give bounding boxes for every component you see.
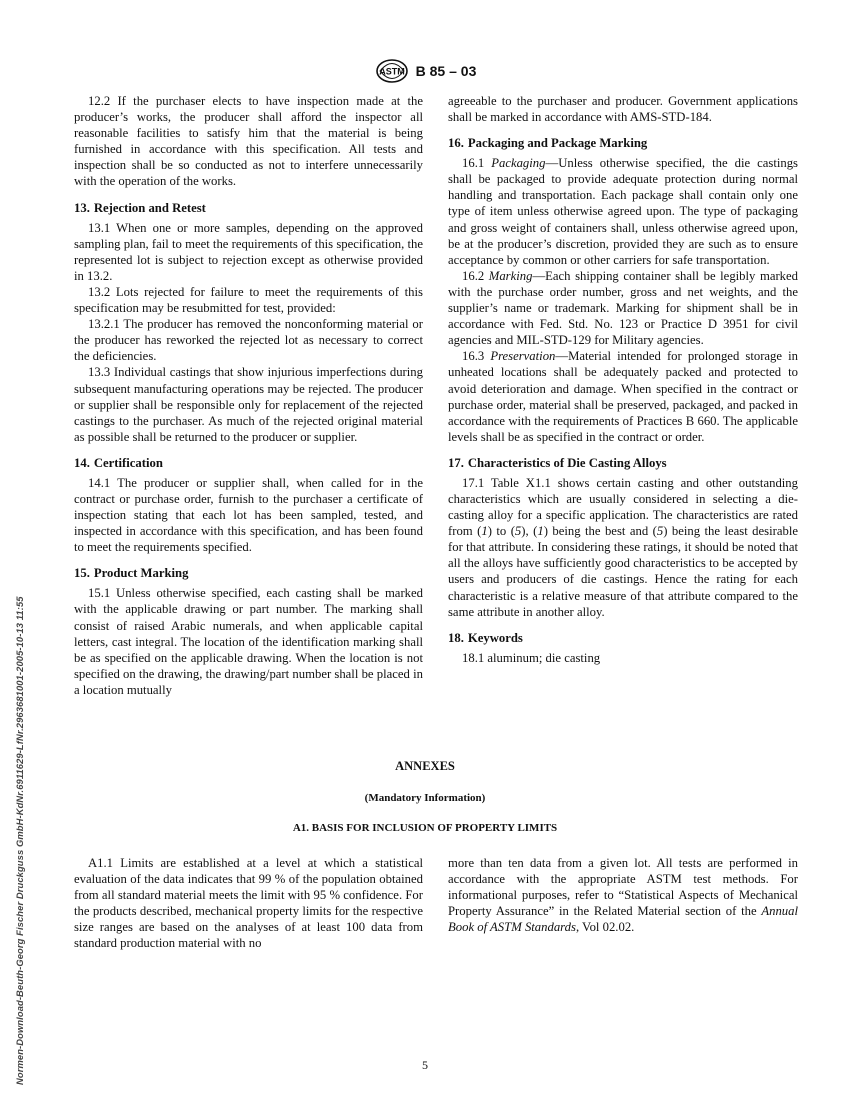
annex-left-column [74, 855, 423, 952]
section-16-heading [448, 135, 798, 151]
section-15-title: Product Marking [93, 566, 189, 581]
section-15-heading [74, 565, 423, 581]
section-16-title: Packaging and Package Marking [467, 136, 648, 151]
paragraph-18-1: 18.1 aluminum; die casting [462, 650, 601, 665]
annual-book-title: Annual Book of ASTM Standards [448, 904, 798, 935]
paragraph-a1-1-part-a: more than ten data from a given lot. All tests are performed in accordance with the appropriate ASTM test methods. For informational purposes, refer to “Statistical Aspects of Mechanical Property Assurance” in the Related Material section of the [448, 856, 798, 919]
paragraph-12-2: 12.2 If the purchaser elects to have inspection made at the producer’s works, the producer shall afford the inspector all reasonable facilities to satisfy him that the material is being furnished in accordance with this specification. All tests and inspection shall be so conducted as not to interfere unnecessarily with the operation of the works. [74, 94, 423, 189]
paragraph-16-3-number: 16.3 [462, 349, 485, 364]
left-column [74, 93, 423, 698]
section-14-heading [74, 455, 423, 471]
section-18-title: Keywords [467, 630, 523, 645]
paragraph-13-2: 13.2 Lots rejected for failure to meet the requirements of this specification may be resubmitted for test, provided: [74, 284, 423, 316]
rating-best-italic: 1 [537, 524, 544, 539]
paragraph-16-2 [448, 268, 798, 348]
section-13-title: Rejection and Retest [93, 200, 206, 215]
paragraph-17-1-part-c: ), ( [521, 524, 538, 539]
paragraph-13-1: 13.1 When one or more samples, depending on the approved sampling plan, fail to meet the requirements of this specification, the represented lot is subject to rejection except as otherwise provided in 13.2. [74, 220, 423, 283]
paragraph-16-2-number: 16.2 [462, 268, 485, 283]
section-17-title: Characteristics of Die Casting Alloys [467, 455, 667, 470]
paragraph-15-1: 15.1 Unless otherwise specified, each casting shall be marked with the applicable drawing or part number. The marking shall consist of raised Arabic numerals, and when applicable capital letters, cast integral. The location of the identification marking shall be as specified on the applicable drawing. When the location is not specified on the drawing, the drawing/part number shall be placed in a location mutually [74, 586, 423, 697]
paragraph-16-1-text: —Unless otherwise specified, the die castings shall be packaged to provide adequate protection during normal handling and transportation. Each package shall contain only one type of item unless otherwise agreed upon. The type of packaging and gross weight of containers shall, unless otherwise agreed upon, be at the producer’s discretion, provided they are such as to ensure acceptance by common or other carriers for safe transportation. [448, 156, 798, 267]
paragraph-16-3-text: —Material intended for prolonged storage in unheated locations shall be adequately packed and protected to avoid deterioration and damage. When specified in the contract or purchase order, material shall be preserved, packaged, and packed in accordance with the requirements of Practices B 660. The applicable levels shall be as specified in the contract or order. [448, 349, 798, 444]
annex-a1-heading: A1. BASIS FOR INCLUSION OF PROPERTY LIMITS [292, 822, 558, 834]
paragraph-17-1-part-a: 17.1 Table X1.1 shows certain casting and other outstanding characteristics which are usually considered in selecting a die-casting alloy for a specific application. The characteristics are rated from ( [448, 475, 798, 539]
page-number: 5 [422, 1058, 428, 1072]
paragraph-17-1 [448, 475, 798, 620]
annexes-subtitle: (Mandatory Information) [364, 792, 486, 804]
annexes-title: ANNEXES [395, 759, 455, 773]
astm-logo [374, 58, 410, 84]
section-13-heading [74, 200, 423, 216]
section-13-number: 13. [74, 200, 90, 215]
paragraph-13-2-1: 13.2.1 The producer has removed the nonconforming material or the producer has reworked the rejected lot as necessary to correct the deficiencies. [74, 317, 423, 364]
section-18-number: 18. [448, 630, 464, 645]
rating-5-italic: 5 [514, 524, 522, 539]
download-watermark-note: Normen-Download-Beuth-Georg Fischer Druckguss GmbH-KdNr.6911629-LfNr.2963681001-2005-10-13 11:55 [14, 596, 25, 1085]
rating-1-italic: 1 [481, 524, 488, 539]
paragraph-16-2-term: Marking [488, 268, 533, 283]
section-16-number: 16. [448, 136, 464, 151]
paragraph-16-1-number: 16.1 [462, 156, 485, 171]
paragraph-13-3: 13.3 Individual castings that show injurious imperfections during subsequent manufacturing operations may be rejected. The producer or supplier shall be responsible only for replacement of the rejected castings to the purchaser. As much of the rejected original material as possible shall be returned to the producer or supplier. [74, 365, 423, 444]
paragraph-17-1-part-b: ) to ( [487, 524, 515, 539]
paragraph-16-1 [448, 155, 798, 268]
section-15-number: 15. [74, 566, 90, 581]
paragraph-a1-1-continued [448, 855, 798, 935]
paragraph-16-3-term: Preservation [490, 349, 556, 364]
rating-least-italic: 5 [656, 524, 664, 539]
paragraph-16-2-text: —Each shipping container shall be legibly marked with the purchase order number, gross and net weights, and the supplier’s name or trademark. Marking for shipment shall be in accordance with Fed. Std. No. 123 or Practice D 3951 for civil agencies and MIL-STD-129 for Military agencies. [448, 268, 798, 348]
paragraph-a1-1: A1.1 Limits are established at a level at which a statistical evaluation of the data indicates that 99 % of the population obtained from all standard material meets the limit with 95 % confidence. For the products described, mechanical property limits for the respective size ranges are based on the analyses of at least 100 data from standard production material with no [74, 856, 423, 951]
standard-designation: B 85 – 03 [415, 63, 477, 79]
page-header [0, 58, 850, 84]
paragraph-a1-1-part-b: , Vol 02.02. [575, 920, 635, 935]
annex-right-column [448, 855, 798, 935]
section-14-number: 14. [74, 455, 90, 470]
section-14-title: Certification [93, 455, 163, 470]
section-17-number: 17. [448, 455, 464, 470]
right-column [448, 93, 798, 666]
logo-text: ASTM [378, 66, 405, 77]
paragraph-16-1-term: Packaging [491, 156, 546, 171]
paragraph-16-3 [448, 348, 798, 445]
section-17-heading [448, 455, 798, 471]
paragraph-17-1-part-d: ) being the best and ( [543, 524, 657, 539]
paragraph-15-1-continued: agreeable to the purchaser and producer. Government applications shall be marked in accordance with AMS-STD-184. [448, 94, 798, 125]
paragraph-17-1-part-e: ) being the least desirable for that attribute. In considering these ratings, it should be noted that all the alloys have sufficiently good characteristics to be accepted by users and producers of die castings. Hence the rating for each characteristic is a relative measure of that attribute compared to the same attribute in another alloy. [448, 524, 798, 619]
paragraph-14-1: 14.1 The producer or supplier shall, when called for in the contract or purchase order, furnish to the purchaser a certificate of inspection stating that each lot has been sampled, tested, and inspected in accordance with this specification, and has been found to meet the requirements specified. [74, 475, 423, 555]
section-18-heading [448, 630, 798, 646]
